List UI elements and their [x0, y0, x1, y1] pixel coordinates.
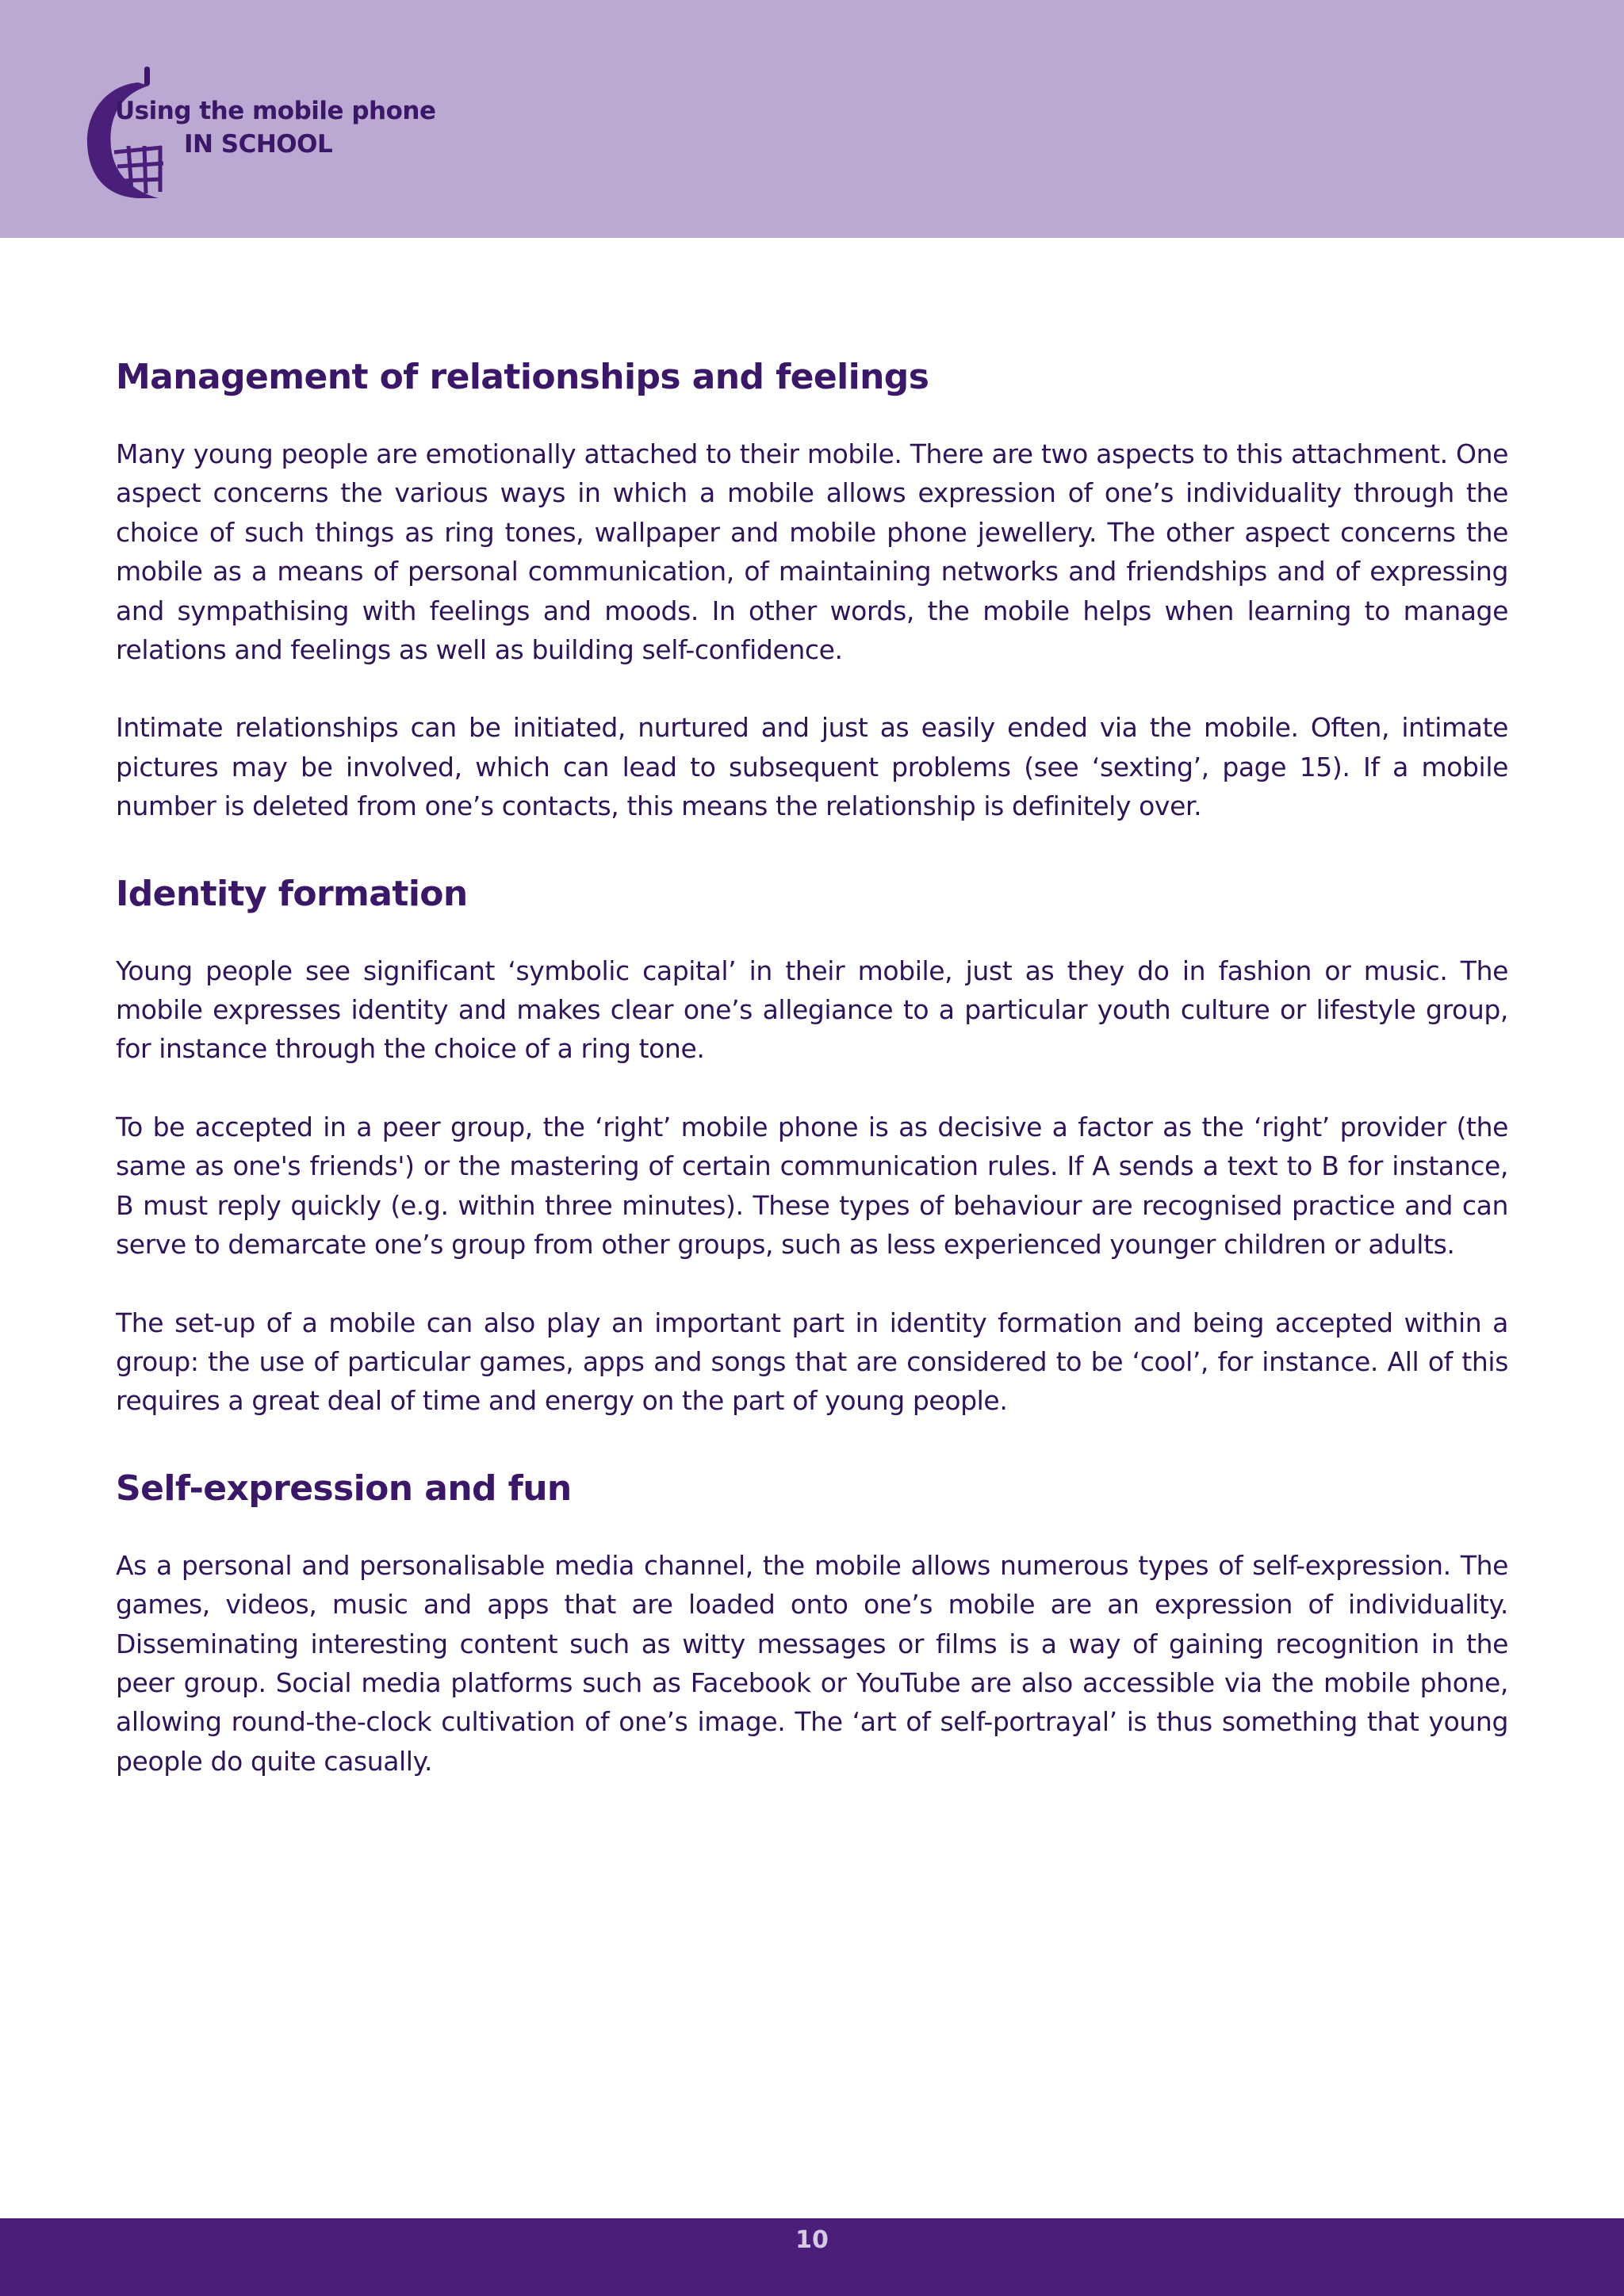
mobile-phone-icon [82, 65, 170, 200]
logo-subtitle: IN SCHOOL [184, 130, 333, 159]
section-heading: Self-expression and fun [116, 1468, 572, 1509]
logo-title: Using the mobile phone [115, 97, 436, 125]
section-identity [116, 863, 1508, 1421]
section-heading: Identity formation [116, 873, 468, 914]
section-self-expression [116, 1457, 1508, 1781]
page-header [0, 0, 1624, 238]
paragraph: Young people see significant ‘symbolic capital’ in their mobile, just as they do in fashion or music. The mobile expresses identity and makes clear one’s allegiance to a particular youth culture or lifestyle group, for instance through the choice of a ring tone. [116, 955, 1508, 1065]
paragraph: As a personal and personalisable media channel, the mobile allows numerous types of self-expression. The games, videos, music and apps that are loaded onto one’s mobile are an expression of individuality. Disseminating interesting content such as witty messages or films is a way of gaining recognition in the peer group. Social media platforms such as Facebook or YouTube are also accessible via the mobile phone, allowing round-the-clock cultivation of one’s image. The ‘art of self-portrayal’ is thus something that young people do quite casually. [116, 1549, 1508, 1777]
section-relationships [116, 346, 1508, 826]
paragraph: To be accepted in a peer group, the ‘right’ mobile phone is as decisive a factor as the ‘right’ provider (the same as one's friends') or the mastering of certain communication rules. If A sends a text to B for instance, B must reply quickly (e.g. within three minutes). These types of behaviour are recognised practice and can serve to demarcate one’s group from other groups, such as less experienced younger children or adults. [116, 1111, 1508, 1261]
paragraph: The set-up of a mobile can also play an important part in identity formation and being accepted within a group: the use of particular games, apps and songs that are considered to be ‘cool’, for instance. All of this requires a great deal of time and energy on the part of young people. [116, 1307, 1508, 1417]
section-heading: Management of relationships and feelings [116, 357, 929, 397]
main-content [116, 346, 1508, 1781]
paragraph: Many young people are emotionally attached to their mobile. There are two aspects to this attachment. One aspect concerns the various ways in which a mobile allows expression of one’s individuality through the choice of such things as ring tones, wallpaper and mobile phone jewellery. The other aspect concerns the mobile as a means of personal communication, of maintaining networks and friendships and of expressing and sympathising with feelings and moods. In other words, the mobile helps when learning to manage relations and feelings as well as building self-confidence. [116, 438, 1508, 666]
page-number: 10 [795, 2226, 829, 2254]
paragraph: Intimate relationships can be initiated, nurtured and just as easily ended via the mobile. Often, intimate pictures may be involved, which can lead to subsequent problems (see ‘sexting’, page 15). If a mobile number is deleted from one’s contacts, this means the relationship is definitely over. [116, 712, 1508, 822]
